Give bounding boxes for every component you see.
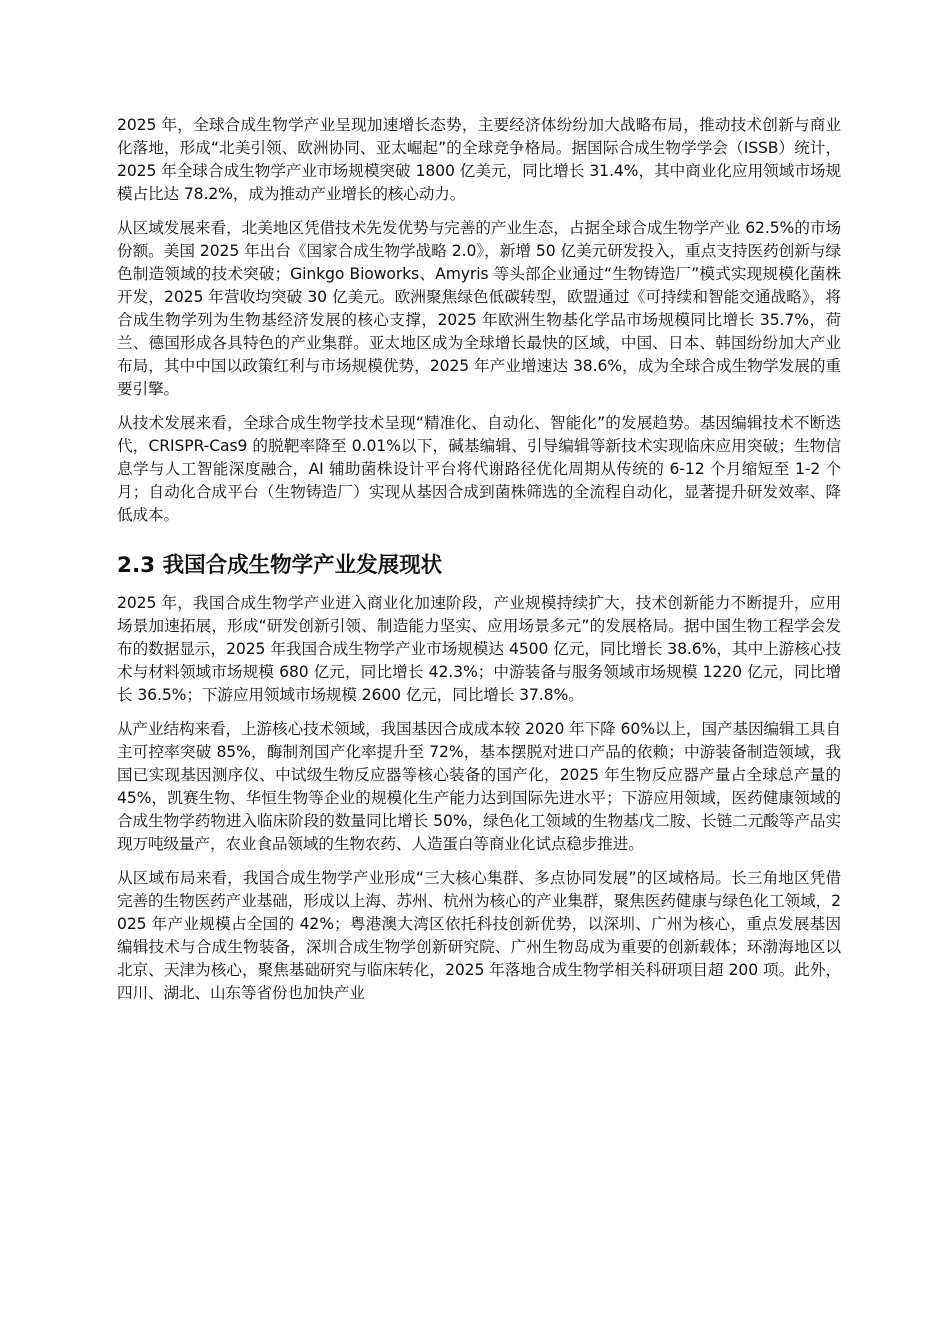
document-body <box>117 114 841 1016</box>
paragraph-regional-layout: 从区域布局来看，我国合成生物学产业形成“三大核心集群、多点协同发展”的区域格局。长三角地区凭借完善的生物医药产业基础，形成以上海、苏州、杭州为核心的产业集群，聚焦医药健康与绿色化工领域，2025 年产业规模占全国的 42%；粤港澳大湾区依托科技创新优势，以深圳、广州为核心，重点发展基因编辑技术与合成生物装备，深圳合成生物学创新研究院、广州生物岛成为重要的创新载体；环渤海地区以北京、天津为核心，聚焦基础研究与临床转化，2025 年落地合成生物学相关科研项目超 200 项。此外，四川、湖北、山东等省份也加快产业 <box>117 869 841 1002</box>
paragraph-regional-development: 从区域发展来看，北美地区凭借技术先发优势与完善的产业生态，占据全球合成生物学产业 62.5%的市场份额。美国 2025 年出台《国家合成生物学战略 2.0》，新增 50 亿美元研发投入，重点支持医药创新与绿色制造领域的技术突破；Ginkgo Bioworks、Amyris 等头部企业通过“生物铸造厂”模式实现规模化菌株开发，2025 年营收均突破 30 亿美元。欧洲聚焦绿色低碳转型，欧盟通过《可持续和智能交通战略》，将合成生物学列为生物基经济发展的核心支撑，2025 年欧洲生物基化学品市场规模同比增长 35.7%，荷兰、德国形成各具特色的产业集群。亚太地区成为全球增长最快的区域，中国、日本、韩国纷纷加大产业布局，其中中国以政策红利与市场规模优势，2025 年产业增速达 38.6%，成为全球合成生物学发展的重要引擎。 <box>117 219 841 398</box>
paragraph-global-overview: 2025 年，全球合成生物学产业呈现加速增长态势，主要经济体纷纷加大战略布局，推动技术创新与商业化落地，形成“北美引领、欧洲协同、亚太崛起”的全球竞争格局。据国际合成生物学学会（ISSB）统计，2025 年全球合成生物学产业市场规模突破 1800 亿美元，同比增长 31.4%，其中商业化应用领域市场规模占比达 78.2%，成为推动产业增长的核心动力。 <box>117 116 841 203</box>
paragraph-industry-structure: 从产业结构来看，上游核心技术领域，我国基因合成成本较 2020 年下降 60%以上，国产基因编辑工具自主可控率突破 85%，酶制剂国产化率提升至 72%，基本摆脱对进口产品的依赖；中游装备制造领域，我国已实现基因测序仪、中试级生物反应器等核心装备的国产化，2025 年生物反应器产量占全球总产量的 45%，凯赛生物、华恒生物等企业的规模化生产能力达到国际先进水平；下游应用领域，医药健康领域的合成生物学药物进入临床阶段的数量同比增长 50%，绿色化工领域的生物基戊二胺、长链二元酸等产品实现万吨级量产，农业食品领域的生物农药、人造蛋白等商业化试点稳步推进。 <box>117 720 841 853</box>
paragraph-technology-development: 从技术发展来看，全球合成生物学技术呈现“精准化、自动化、智能化”的发展趋势。基因编辑技术不断迭代，CRISPR-Cas9 的脱靶率降至 0.01%以下，碱基编辑、引导编辑等新技术实现临床应用突破；生物信息学与人工智能深度融合，AI 辅助菌株设计平台将代谢路径优化周期从传统的 6-12 个月缩短至 1-2 个月；自动化合成平台（生物铸造厂）实现从基因合成到菌株筛选的全流程自动化，显著提升研发效率、降低成本。 <box>117 414 841 524</box>
paragraph-china-overview: 2025 年，我国合成生物学产业进入商业化加速阶段，产业规模持续扩大，技术创新能力不断提升，应用场景加速拓展，形成“研发创新引领、制造能力坚实、应用场景多元”的发展格局。据中国生物工程学会发布的数据显示，2025 年我国合成生物学产业市场规模达 4500 亿元，同比增长 38.6%，其中上游核心技术与材料领域市场规模 680 亿元，同比增长 42.3%；中游装备与服务领域市场规模 1220 亿元，同比增长 36.5%；下游应用领域市场规模 2600 亿元，同比增长 37.8%。 <box>117 594 841 704</box>
section-heading-2-3: 2.3 我国合成生物学产业发展现状 <box>117 553 443 578</box>
